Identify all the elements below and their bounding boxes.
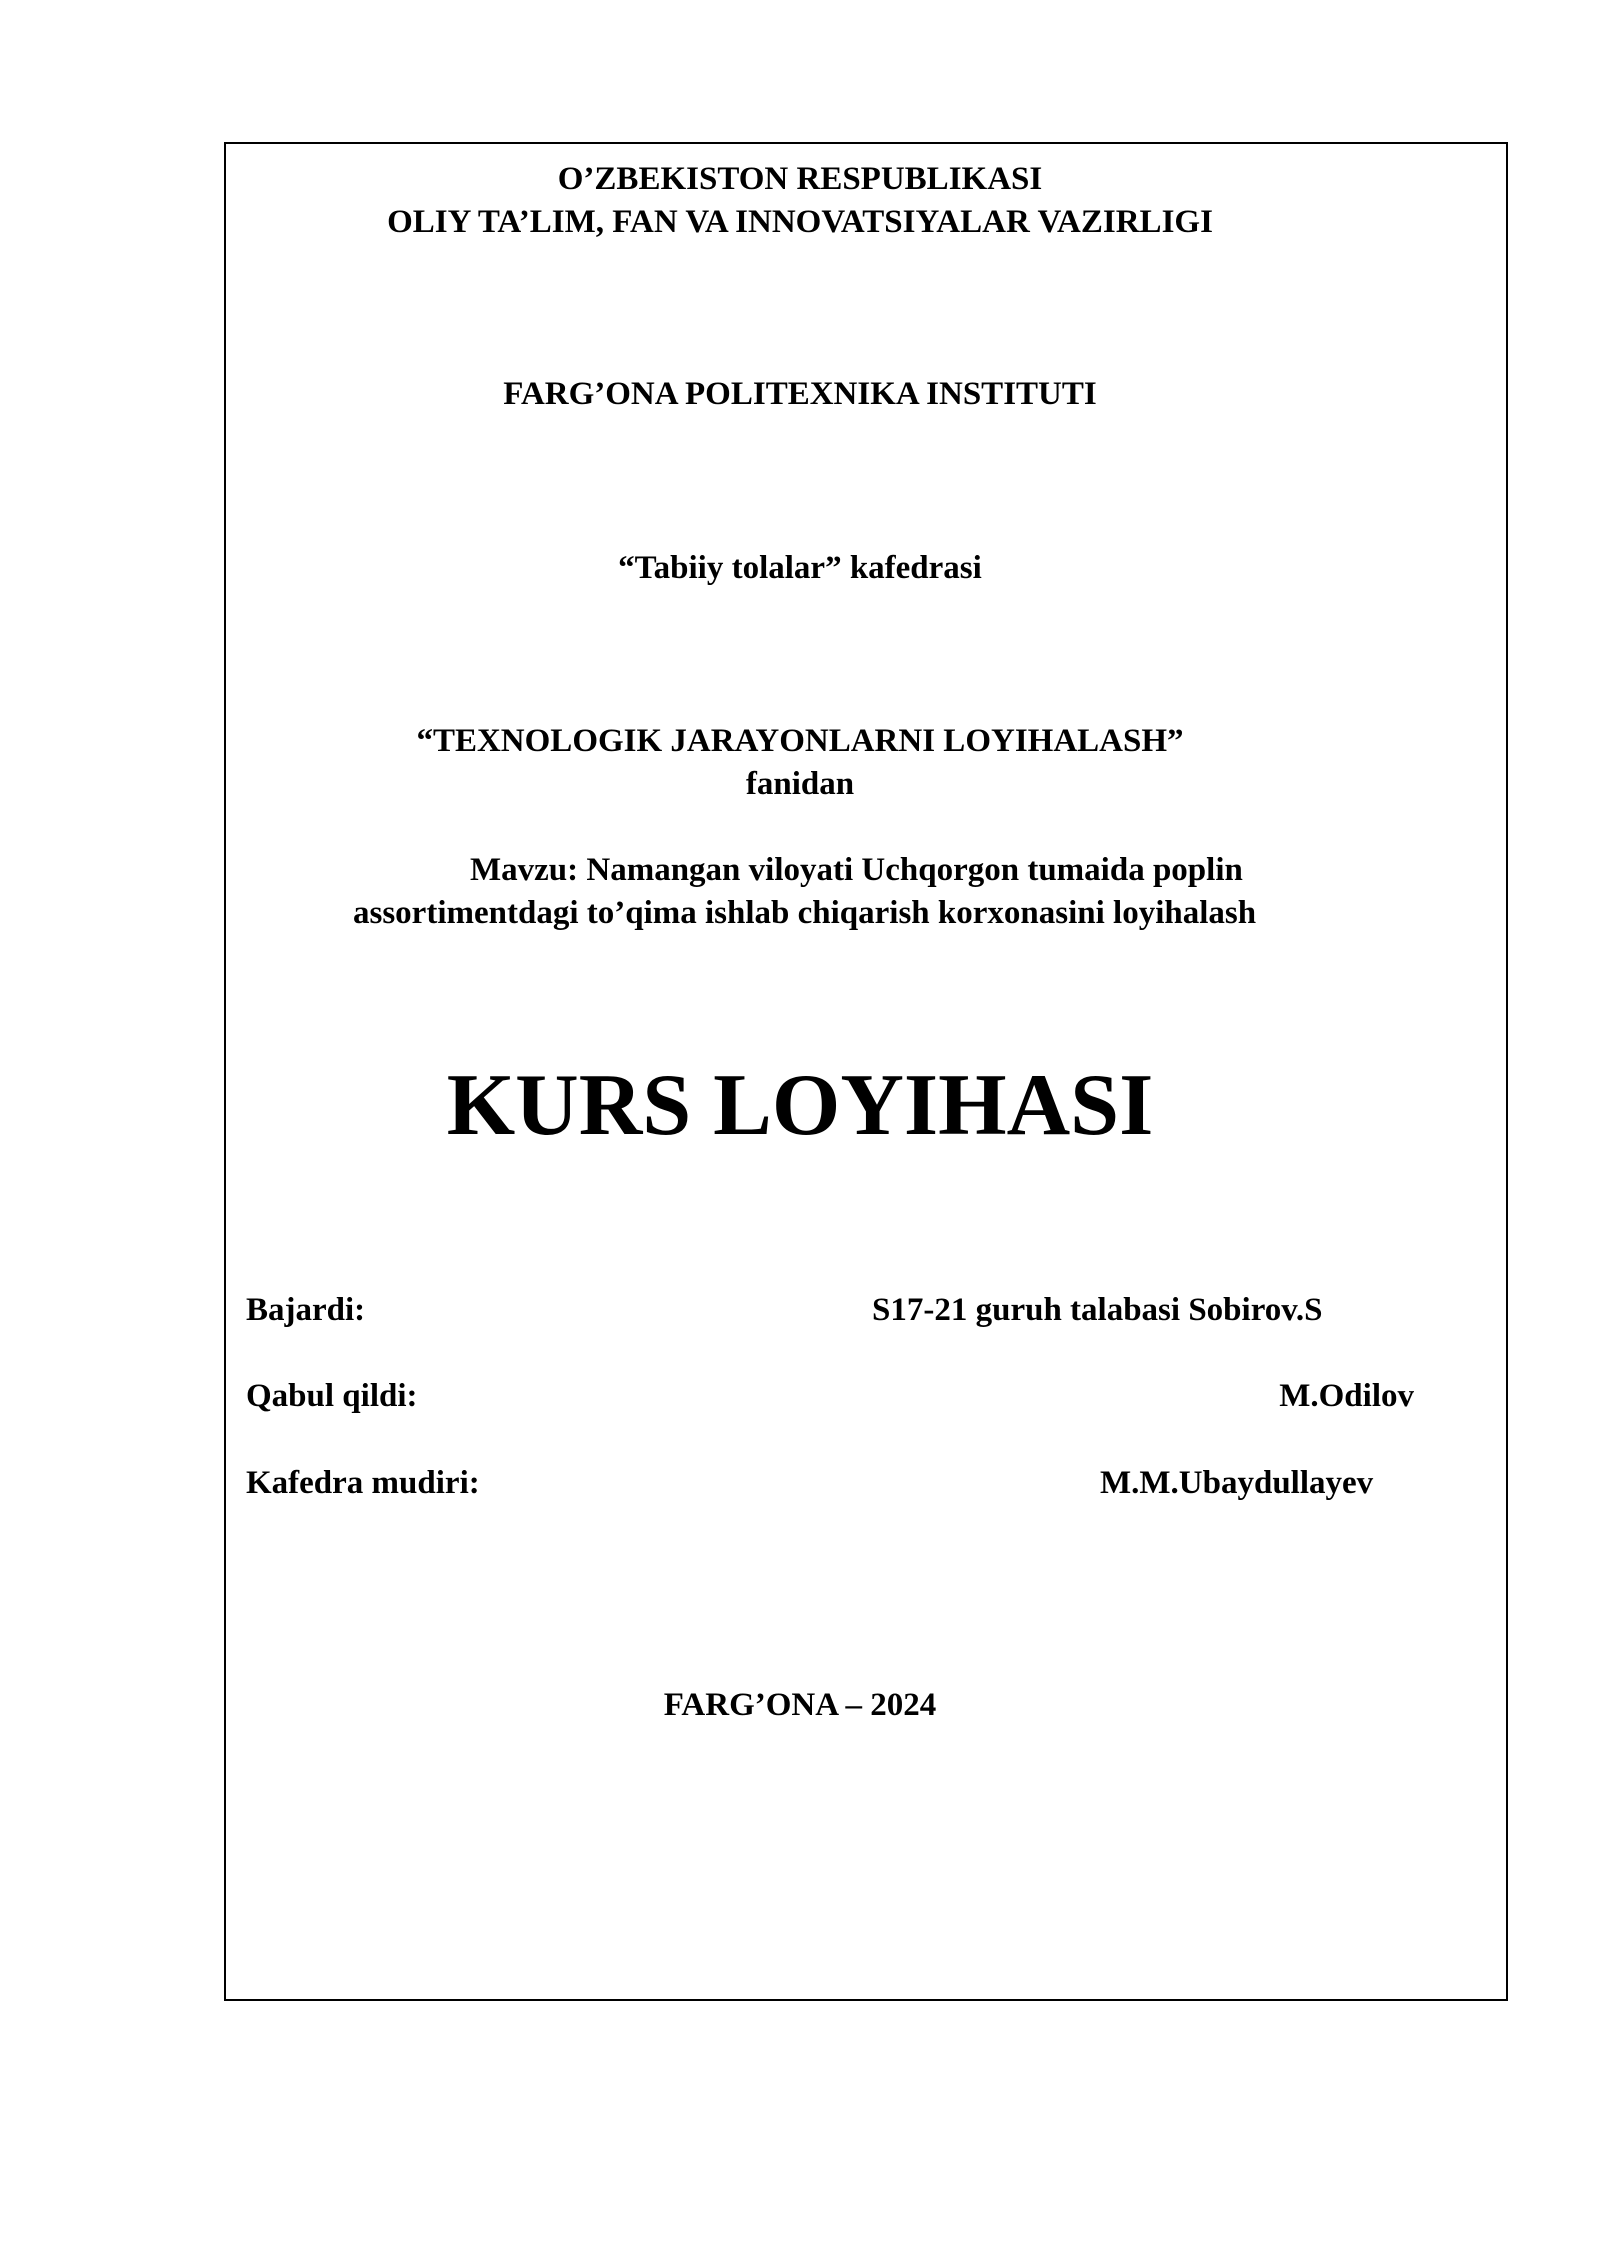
footer-city-year: FARG’ONA – 2024 [663, 1687, 937, 1723]
signature-label-head: Kafedra mudiri: [246, 1465, 480, 1501]
topic-line-1: Mavzu: Namangan viloyati Uchqorgon tumaida poplin [470, 852, 1243, 888]
signature-label-acceptor: Qabul qildi: [246, 1378, 418, 1414]
topic-line-2: assortimentdagi to’qima ishlab chiqarish korxonasini loyihalash [353, 895, 1257, 931]
department-name: “Tabiiy tolalar” kafedrasi [618, 550, 982, 586]
subject-name: “TEXNOLOGIK JARAYONLARNI LOYIHALASH” [416, 723, 1184, 759]
signature-value-head: M.M.Ubaydullayev [1100, 1465, 1374, 1501]
header-country: O’ZBEKISTON RESPUBLIKASI [557, 161, 1043, 197]
document-title: KURS LOYIHASI [446, 1057, 1154, 1154]
signature-value-performer: S17-21 guruh talabasi Sobirov.S [872, 1292, 1323, 1328]
signature-label-performer: Bajardi: [246, 1292, 366, 1328]
header-ministry: OLIY TA’LIM, FAN VA INNOVATSIYALAR VAZIRLIGI [387, 204, 1213, 240]
signature-value-acceptor: M.Odilov [1279, 1378, 1414, 1414]
subject-suffix: fanidan [745, 766, 855, 802]
institute-name: FARG’ONA POLITEXNIKA INSTITUTI [503, 376, 1097, 412]
